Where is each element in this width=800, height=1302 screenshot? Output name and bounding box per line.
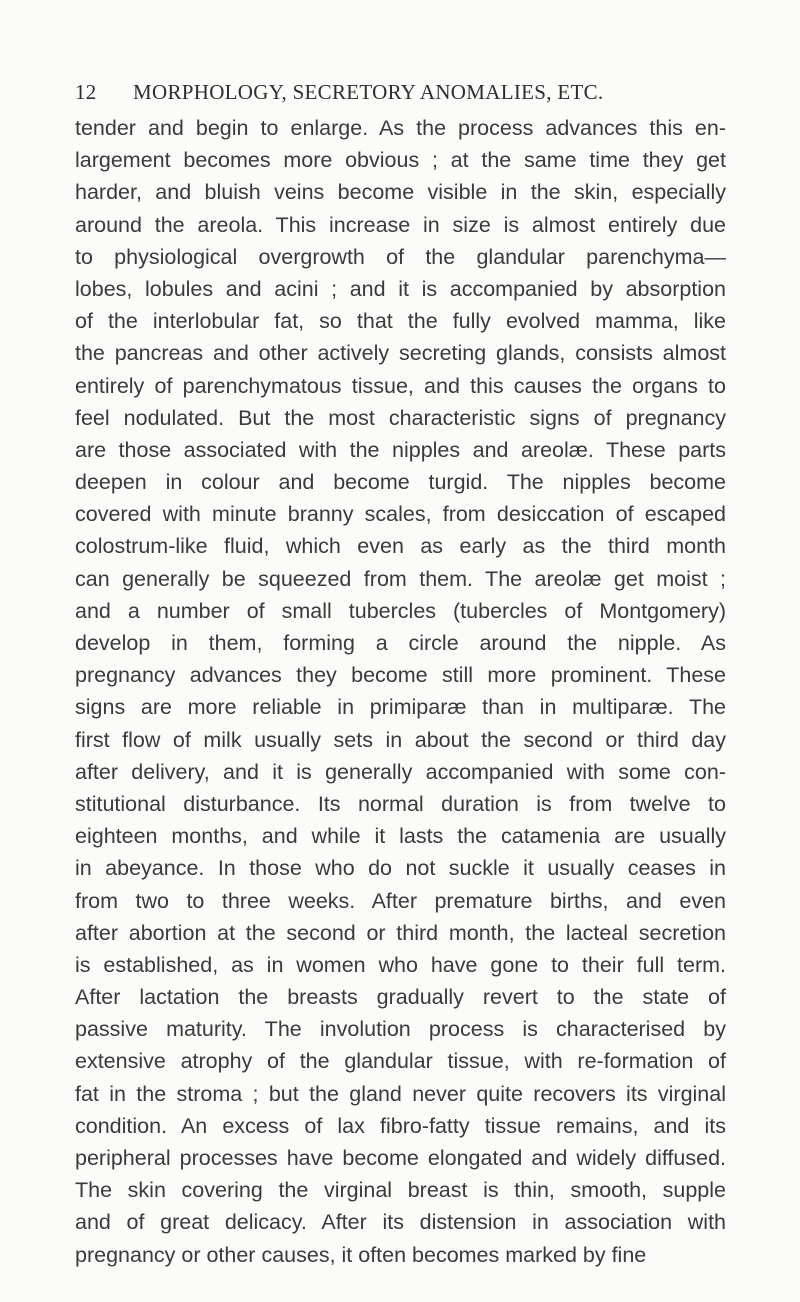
text-line: harder, and bluish veins become visible in the skin, especially [75,180,726,205]
text-line: The skin covering the virginal breast is thin, smooth, supple [75,1178,726,1203]
text-line: the pancreas and other actively secreting glands, consists almost [75,341,726,366]
text-line: fat in the stroma ; but the gland never quite recovers its virginal [75,1081,726,1106]
text-line: to physiological overgrowth of the glandular parenchyma— [75,244,726,269]
text-line: After lactation the breasts gradually revert to the state of [75,985,726,1010]
text-line: develop in them, forming a circle around the nipple. As [75,631,726,655]
text-line: condition. An excess of lax fibro-fatty tissue remains, and its [75,1113,726,1138]
text-line: and of great delicacy. After its distension in association with [75,1210,726,1235]
text-line: stitutional disturbance. Its normal duration is from twelve to [75,791,726,816]
text-line: are those associated with the nipples and areolæ. These parts [75,437,726,462]
text-line: passive maturity. The involution process is characterised by [75,1017,726,1042]
text-line: colostrum-like fluid, which even as early as the third month [75,534,726,559]
text-line: after abortion at the second or third month, the lacteal secretion [75,920,726,945]
text-line: of the interlobular fat, so that the fully evolved mamma, like [75,309,726,334]
text-line: largement becomes more obvious ; at the same time they get [75,148,726,173]
text-line: around the areola. This increase in size is almost entirely due [75,212,726,237]
text-line: after delivery, and it is generally accompanied with some con- [75,759,726,784]
text-line: covered with minute branny scales, from desiccation of escaped [75,502,726,527]
text-line: extensive atrophy of the glandular tissue, with re-formation of [75,1049,726,1074]
text-line: can generally be squeezed from them. The areolæ get moist ; [75,566,726,591]
text-line: pregnancy or other causes, it often becomes marked by fine [75,1242,647,1267]
running-title: MORPHOLOGY, SECRETORY ANOMALIES, ETC. [133,80,604,104]
text-line: pregnancy advances they become still more prominent. These [75,663,726,688]
text-line: signs are more reliable in primiparæ than in multiparæ. The [75,695,726,720]
text-line: lobes, lobules and acini ; and it is accompanied by absorption [75,276,726,301]
text-line: eighteen months, and while it lasts the catamenia are usually [75,824,726,849]
text-line: and a number of small tubercles (tubercles of Montgomery) [75,598,726,623]
running-header [75,80,726,105]
text-line: first flow of milk usually sets in about the second or third day [75,727,726,752]
text-line: entirely of parenchymatous tissue, and this causes the organs to [75,373,726,398]
text-line: peripheral processes have become elongated and widely diffused. [75,1146,726,1170]
body-text [75,112,726,1271]
text-line: feel nodulated. But the most characteristic signs of pregnancy [75,405,726,430]
text-line: deepen in colour and become turgid. The nipples become [75,470,726,495]
text-line: in abeyance. In those who do not suckle it usually ceases in [75,856,726,881]
text-line: tender and begin to enlarge. As the process advances this en- [75,116,726,140]
text-line: is established, as in women who have gone to their full term. [75,952,726,977]
page-number: 12 [75,80,97,104]
text-line: from two to three weeks. After premature births, and even [75,888,726,913]
